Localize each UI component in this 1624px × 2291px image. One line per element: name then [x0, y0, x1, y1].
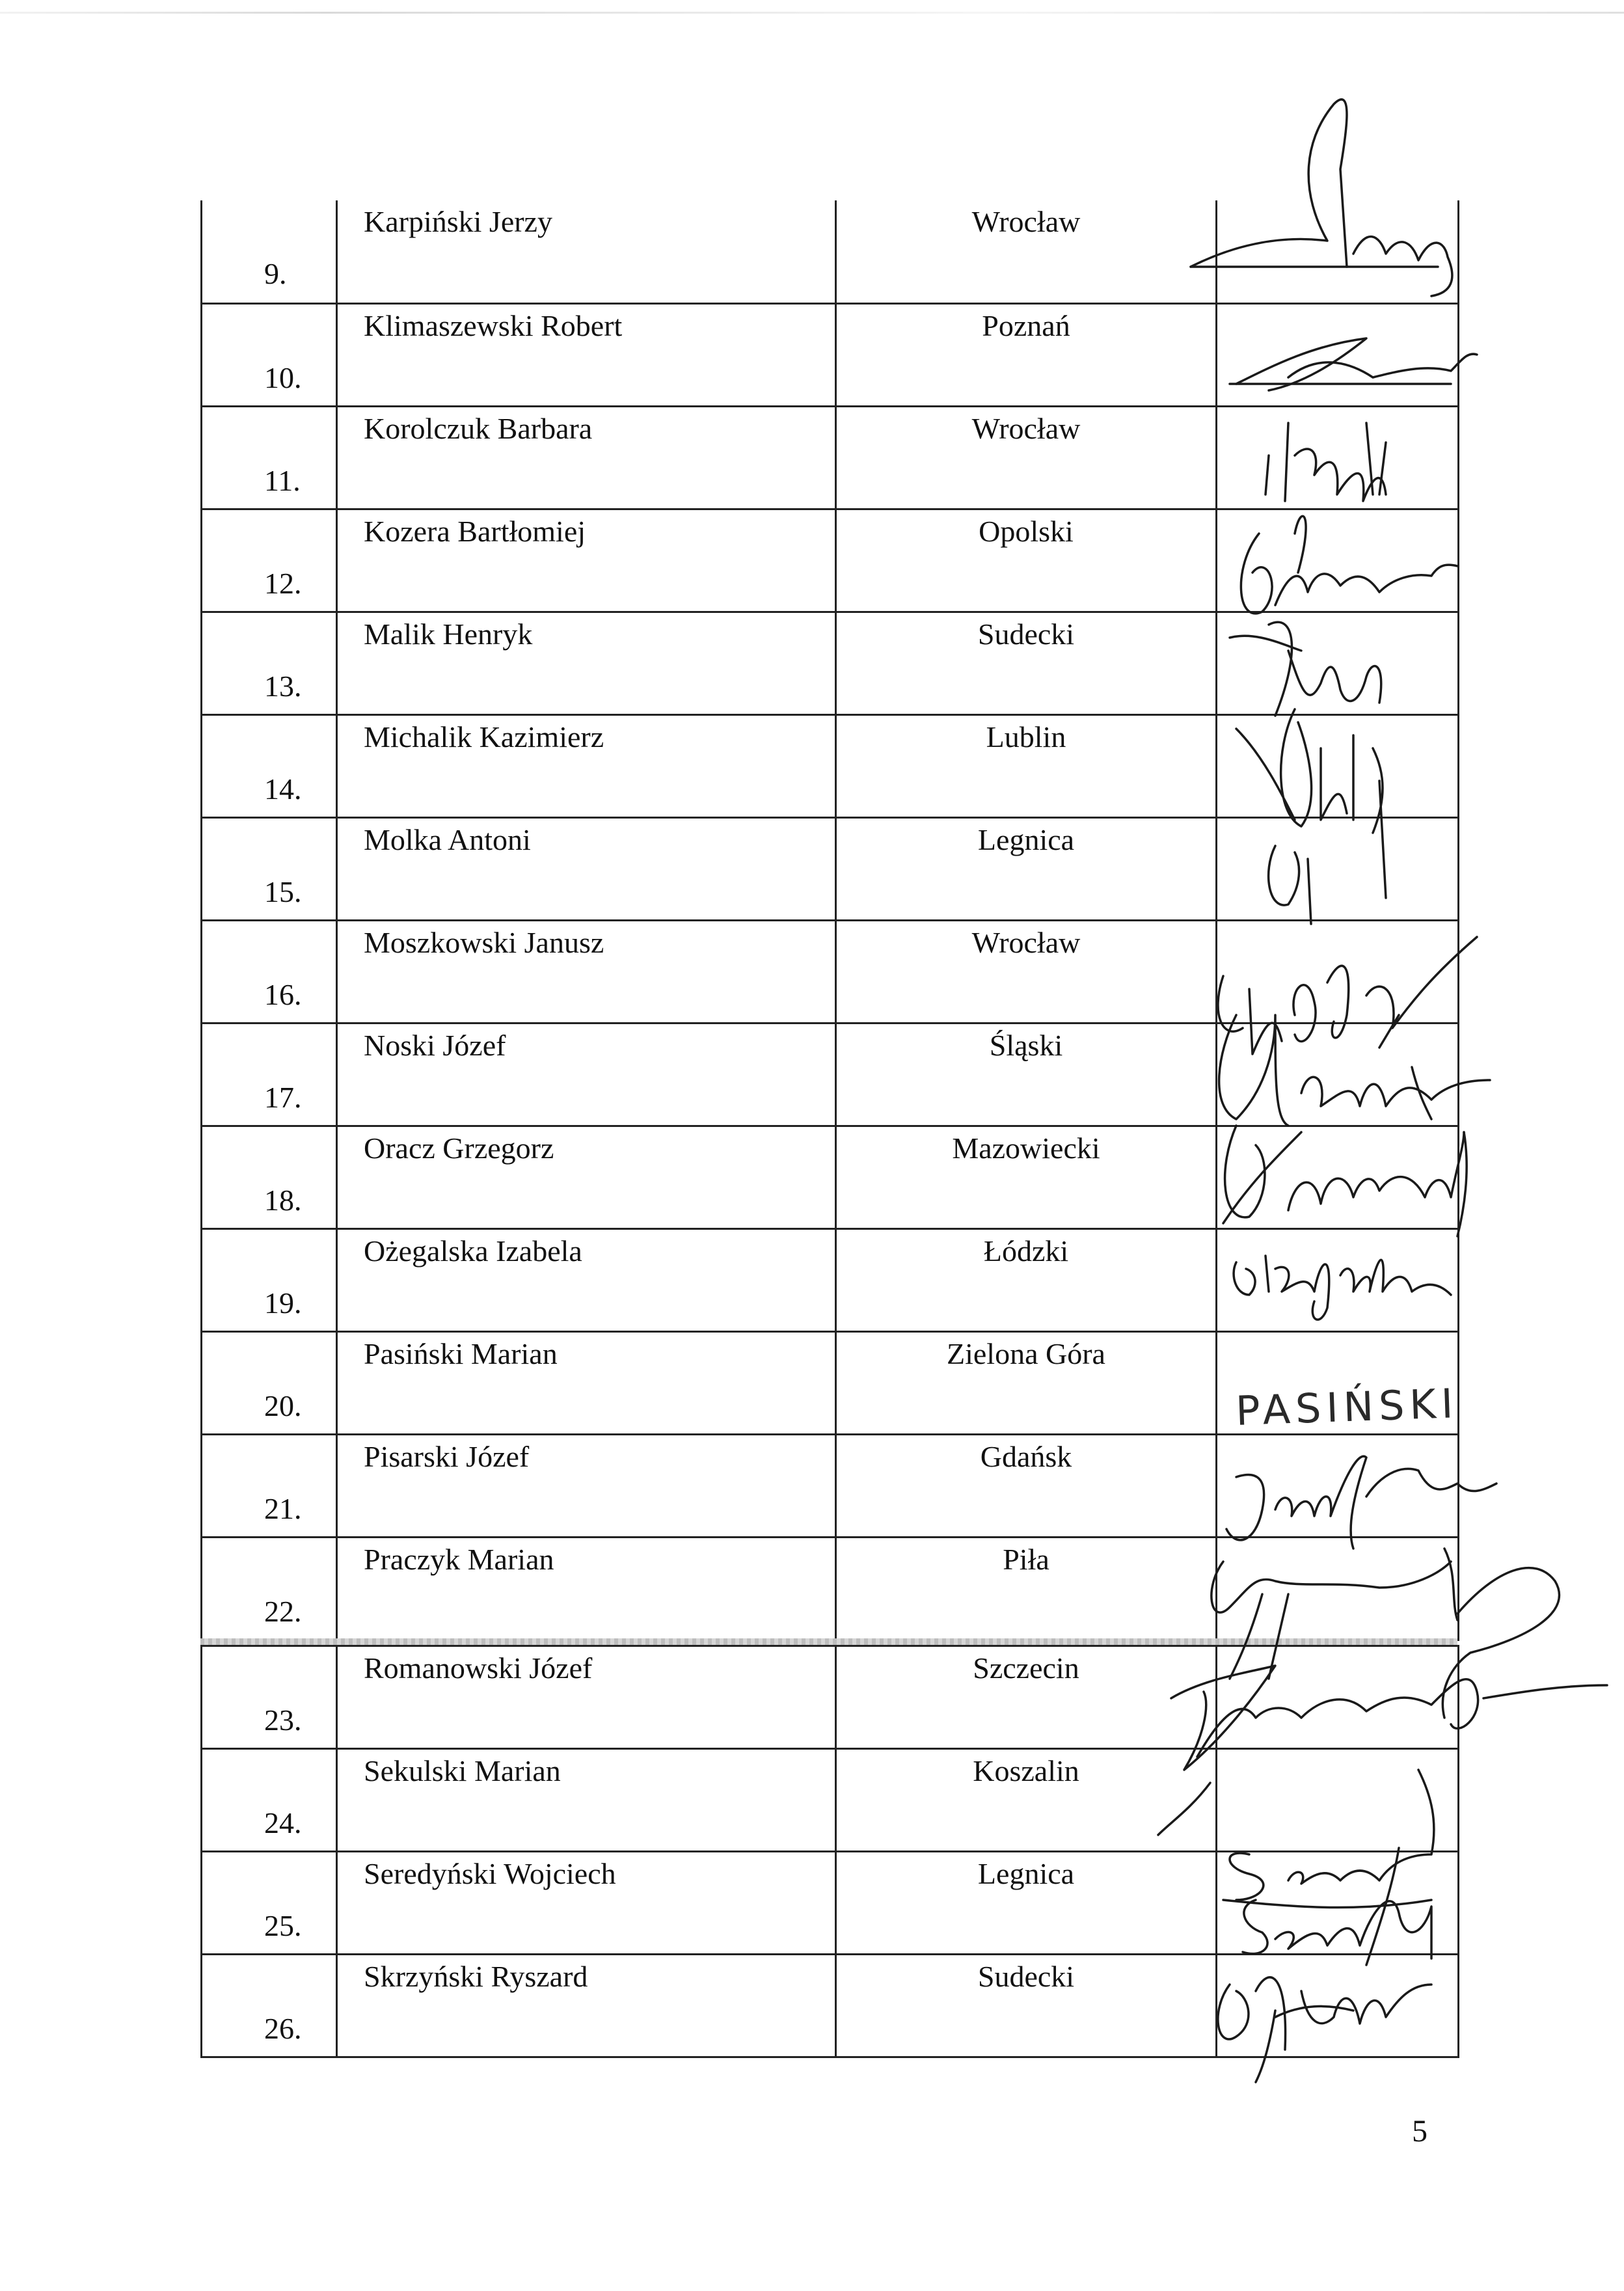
signature-cell	[1217, 406, 1459, 509]
name-cell	[337, 1126, 836, 1228]
member-name: Seredyński Wojciech	[364, 1857, 616, 1890]
table-row	[202, 1228, 1459, 1331]
member-name: Oracz Grzegorz	[364, 1131, 554, 1165]
table-row	[202, 406, 1459, 509]
table-row	[202, 200, 1459, 303]
name-cell	[337, 1749, 836, 1852]
member-city: Opolski	[979, 514, 1074, 548]
name-cell	[337, 1331, 836, 1434]
row-number-cell	[202, 303, 337, 406]
row-number-cell	[202, 1537, 337, 1640]
member-name: Sekulski Marian	[364, 1754, 561, 1787]
member-city: Poznań	[982, 308, 1070, 342]
city-cell	[836, 1126, 1217, 1228]
member-name: Praczyk Marian	[364, 1542, 554, 1576]
member-city: Wrocław	[971, 205, 1081, 238]
signature-cell	[1217, 1537, 1459, 1640]
city-cell	[836, 303, 1217, 406]
city-cell	[836, 1749, 1217, 1852]
signature-cell	[1217, 920, 1459, 1023]
member-name: Karpiński Jerzy	[364, 205, 552, 238]
table-row	[202, 1537, 1459, 1640]
city-cell	[836, 200, 1217, 303]
row-number: 23.	[264, 1703, 302, 1737]
member-name: Korolczuk Barbara	[364, 411, 593, 445]
city-cell	[836, 612, 1217, 714]
member-name: Molka Antoni	[364, 822, 531, 856]
city-cell	[836, 1023, 1217, 1126]
city-cell	[836, 1434, 1217, 1537]
signature-20: PASIŃSKI	[1234, 1379, 1459, 1435]
row-number: 24.	[264, 1806, 302, 1839]
signature-cell	[1217, 1852, 1459, 1955]
row-number: 13.	[264, 669, 302, 703]
name-cell	[337, 920, 836, 1023]
row-number-cell	[202, 714, 337, 817]
table-row	[202, 714, 1459, 817]
signature-table-continued	[200, 1645, 1459, 2058]
member-city: Lublin	[986, 720, 1066, 753]
city-cell	[836, 714, 1217, 817]
row-number-cell	[202, 920, 337, 1023]
row-number: 12.	[264, 566, 302, 600]
row-number-cell	[202, 612, 337, 714]
row-number-cell	[202, 1646, 337, 1749]
member-name: Klimaszewski Robert	[364, 308, 623, 342]
table-row	[202, 920, 1459, 1023]
row-number-cell	[202, 1126, 337, 1228]
name-cell	[337, 406, 836, 509]
row-number: 22.	[264, 1594, 302, 1628]
name-cell	[337, 509, 836, 612]
signature-cell	[1217, 303, 1459, 406]
city-cell	[836, 406, 1217, 509]
member-city: Sudecki	[977, 617, 1075, 651]
table-row	[202, 1749, 1459, 1852]
table-row	[202, 509, 1459, 612]
page-number: 5	[1412, 2114, 1428, 2149]
member-name: Ożegalska Izabela	[364, 1234, 582, 1268]
signature-cell	[1217, 817, 1459, 920]
member-name: Skrzyński Ryszard	[364, 1960, 588, 1993]
signature-cell	[1217, 1023, 1459, 1126]
signature-cell	[1217, 200, 1459, 303]
name-cell	[337, 200, 836, 303]
city-cell	[836, 509, 1217, 612]
city-cell	[836, 1331, 1217, 1434]
signature-table	[200, 200, 1459, 1641]
row-number: 21.	[264, 1491, 302, 1525]
name-cell	[337, 303, 836, 406]
member-city: Szczecin	[973, 1651, 1079, 1685]
city-cell	[836, 1852, 1217, 1955]
signature-cell	[1217, 1434, 1459, 1537]
signature-cell	[1217, 1646, 1459, 1749]
member-city: Gdańsk	[980, 1439, 1072, 1473]
name-cell	[337, 714, 836, 817]
signature-cell	[1217, 509, 1459, 612]
member-name: Noski Józef	[364, 1028, 506, 1062]
name-cell	[337, 612, 836, 714]
member-name: Moszkowski Janusz	[364, 925, 604, 959]
member-name: Pasiński Marian	[364, 1336, 558, 1370]
signature-cell	[1217, 1228, 1459, 1331]
row-number-cell	[202, 1852, 337, 1955]
signature-cell	[1217, 714, 1459, 817]
member-name: Michalik Kazimierz	[364, 720, 604, 753]
table-row	[202, 817, 1459, 920]
member-city: Śląski	[989, 1028, 1063, 1062]
name-cell	[337, 1434, 836, 1537]
row-number: 14.	[264, 772, 302, 806]
name-cell	[337, 1646, 836, 1749]
name-cell	[337, 1023, 836, 1126]
row-number-cell	[202, 1023, 337, 1126]
city-cell	[836, 817, 1217, 920]
city-cell	[836, 1228, 1217, 1331]
row-number-cell	[202, 1331, 337, 1434]
row-number: 15.	[264, 874, 302, 908]
member-city: Legnica	[977, 822, 1075, 856]
member-city: Sudecki	[977, 1960, 1075, 1993]
member-city: Mazowiecki	[952, 1131, 1100, 1165]
table-row	[202, 1126, 1459, 1228]
name-cell	[337, 1955, 836, 2057]
signature-cell	[1217, 1331, 1459, 1434]
member-city: Zielona Góra	[947, 1336, 1105, 1370]
table-row	[202, 1646, 1459, 1749]
member-city: Wrocław	[971, 411, 1081, 445]
member-name: Romanowski Józef	[364, 1651, 593, 1685]
row-number: 18.	[264, 1183, 302, 1217]
name-cell	[337, 1228, 836, 1331]
row-number: 25.	[264, 1909, 302, 1942]
city-cell	[836, 1646, 1217, 1749]
name-cell	[337, 1852, 836, 1955]
row-number-cell	[202, 509, 337, 612]
table-row	[202, 1955, 1459, 2057]
member-name: Malik Henryk	[364, 617, 533, 651]
table-row	[202, 612, 1459, 714]
scan-edge-top	[0, 12, 1624, 14]
row-number-cell	[202, 1749, 337, 1852]
member-city: Koszalin	[973, 1754, 1079, 1787]
signature-cell	[1217, 1126, 1459, 1228]
row-number-cell	[202, 1434, 337, 1537]
row-number: 11.	[264, 463, 301, 497]
city-cell	[836, 920, 1217, 1023]
city-cell	[836, 1537, 1217, 1640]
table-row	[202, 1434, 1459, 1537]
row-number-cell	[202, 200, 337, 303]
table-row	[202, 1023, 1459, 1126]
signature-cell	[1217, 1955, 1459, 2057]
name-cell	[337, 1537, 836, 1640]
member-city: Piła	[1003, 1542, 1049, 1576]
row-number: 20.	[264, 1389, 302, 1422]
table-row	[202, 1852, 1459, 1955]
member-city: Łódzki	[983, 1234, 1069, 1268]
city-cell	[836, 1955, 1217, 2057]
row-number-cell	[202, 817, 337, 920]
member-city: Wrocław	[971, 925, 1081, 959]
row-number: 10.	[264, 360, 302, 394]
member-city: Legnica	[977, 1857, 1075, 1890]
row-number: 17.	[264, 1080, 302, 1114]
member-name: Kozera Bartłomiej	[364, 514, 586, 548]
row-number: 26.	[264, 2012, 302, 2045]
row-number-cell	[202, 406, 337, 509]
signature-cell	[1217, 1749, 1459, 1852]
name-cell	[337, 817, 836, 920]
row-number: 9.	[264, 257, 287, 290]
row-number: 16.	[264, 977, 302, 1011]
table-row	[202, 303, 1459, 406]
member-name: Pisarski Józef	[364, 1439, 530, 1473]
signature-cell	[1217, 612, 1459, 714]
row-number-cell	[202, 1955, 337, 2057]
table-row	[202, 1331, 1459, 1434]
row-number: 19.	[264, 1286, 302, 1320]
row-number-cell	[202, 1228, 337, 1331]
